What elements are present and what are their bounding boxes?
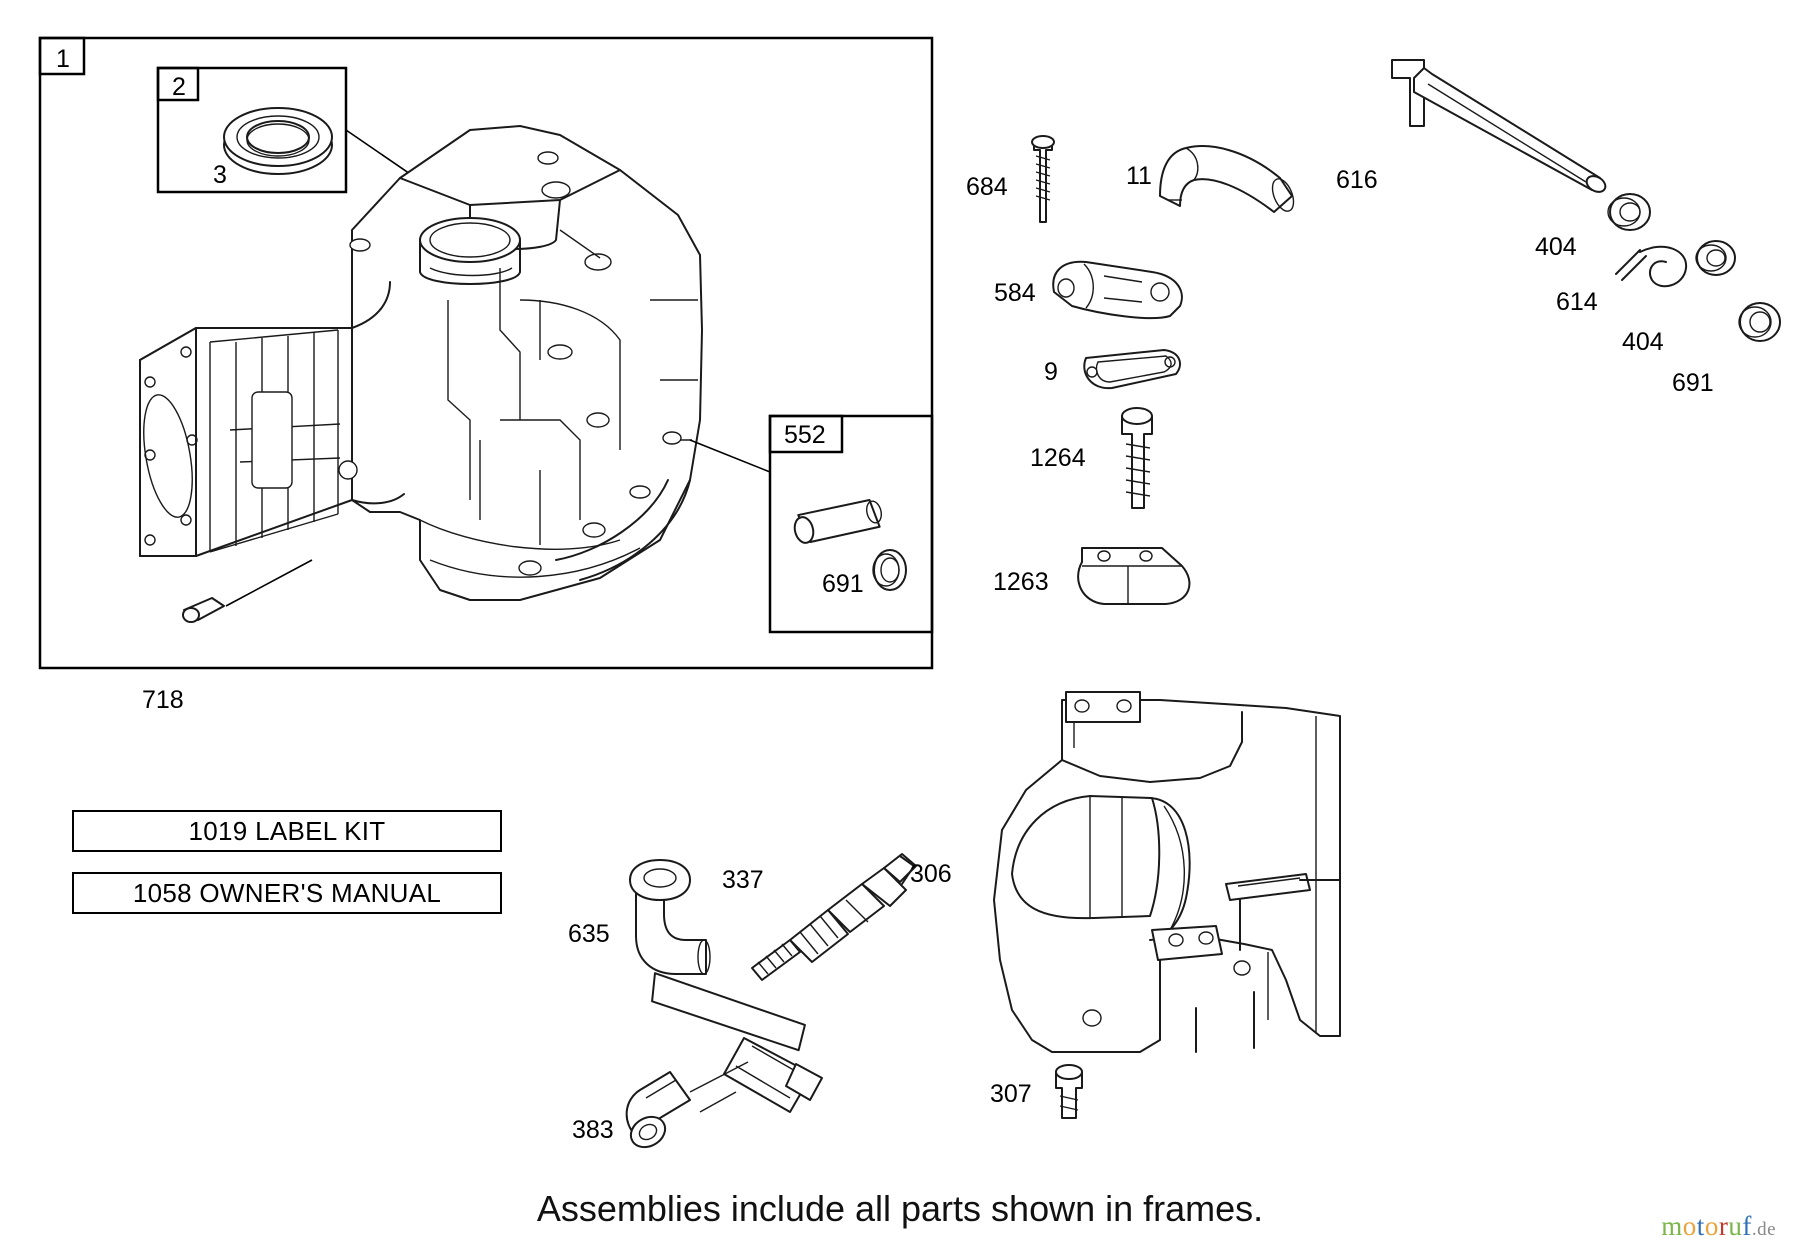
callout-616: 616 [1336, 166, 1378, 194]
callout-404a: 404 [1535, 233, 1577, 261]
watermark-tld: .de [1751, 1219, 1776, 1240]
watermark-m: m [1661, 1211, 1683, 1241]
callout-3: 3 [213, 161, 227, 189]
callout-691a: 691 [822, 570, 864, 598]
watermark-r: r [1718, 1211, 1729, 1241]
callout-383: 383 [572, 1116, 614, 1144]
callout-691b: 691 [1672, 369, 1714, 397]
frame-2-label: 2 [172, 73, 186, 101]
label-kit-box: 1019 LABEL KIT [72, 810, 502, 852]
owners-manual-box: 1058 OWNER'S MANUAL [72, 872, 502, 914]
callout-9: 9 [1044, 358, 1058, 386]
callout-306: 306 [910, 860, 952, 888]
callout-1263: 1263 [993, 568, 1049, 596]
callout-718: 718 [142, 686, 184, 714]
callout-1264: 1264 [1030, 444, 1086, 472]
callout-614: 614 [1556, 288, 1598, 316]
callout-404b: 404 [1622, 328, 1664, 356]
watermark [1661, 1211, 1776, 1242]
callout-307: 307 [990, 1080, 1032, 1108]
callout-11: 11 [1126, 162, 1152, 190]
frame-552-label: 552 [784, 421, 826, 449]
watermark-o2: o [1704, 1211, 1719, 1241]
callout-584: 584 [994, 279, 1036, 307]
watermark-t: t [1696, 1211, 1705, 1241]
callout-635: 635 [568, 920, 610, 948]
watermark-o1: o [1682, 1211, 1697, 1241]
watermark-u: u [1728, 1211, 1743, 1241]
watermark-f: f [1742, 1211, 1752, 1241]
diagram-caption: Assemblies include all parts shown in frames. [536, 1188, 1264, 1229]
callout-337: 337 [722, 866, 764, 894]
callout-684: 684 [966, 173, 1008, 201]
frame-1-label: 1 [56, 45, 70, 73]
